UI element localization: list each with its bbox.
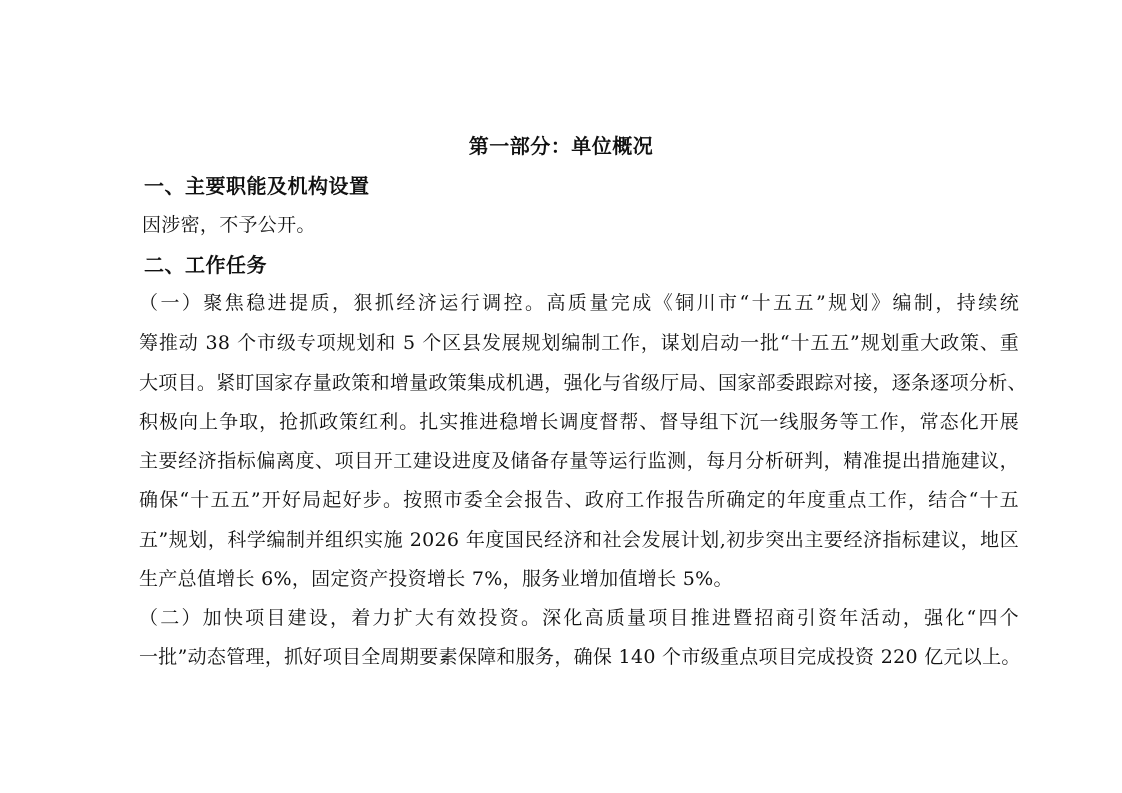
paragraph-line: （一）聚焦稳进提质，狠抓经济运行调控。高质量完成《铜川市“十五五”规划》编制，持续统 [139,292,1019,314]
paragraph-line: 一批”动态管理，抓好项目全周期要素保障和服务，确保 140 个市级重点项目完成投资 220 亿元以上。 [139,646,1021,668]
paragraph-line: 积极向上争取，抢抓政策红利。扎实推进稳增长调度督帮、督导组下沉一线服务等工作，常态化开展 [139,411,1019,433]
section-heading-tasks: 二、工作任务 [144,253,267,277]
section-heading-functions: 一、主要职能及机构设置 [144,174,370,198]
paragraph-line: 确保“十五五”开好局起好步。按照市委全会报告、政府工作报告所确定的年度重点工作，结合“十五 [139,489,1019,511]
page-title: 第一部分：单位概况 [468,134,654,158]
paragraph-line: （二）加快项目建设，着力扩大有效投资。深化高质量项目推进暨招商引资年活动，强化“四个 [139,607,1019,629]
paragraph-line: 主要经济指标偏离度、项目开工建设进度及储备存量等运行监测，每月分析研判，精准提出措施建议， [139,450,1019,472]
section-body-functions: 因涉密，不予公开。 [142,214,316,236]
paragraph-line: 筹推动 38 个市级专项规划和 5 个区县发展规划编制工作，谋划启动一批“十五五”规划重大政策、重 [139,332,1019,354]
paragraph-line: 大项目。紧盯国家存量政策和增量政策集成机遇，强化与省级厅局、国家部委跟踪对接，逐条逐项分析、 [139,372,1027,394]
paragraph-line: 生产总值增长 6%，固定资产投资增长 7%，服务业增加值增长 5%。 [139,568,733,590]
paragraph-line: 五”规划，科学编制并组织实施 2026 年度国民经济和社会发展计划,初步突出主要经济指标建议，地区 [139,529,1019,551]
